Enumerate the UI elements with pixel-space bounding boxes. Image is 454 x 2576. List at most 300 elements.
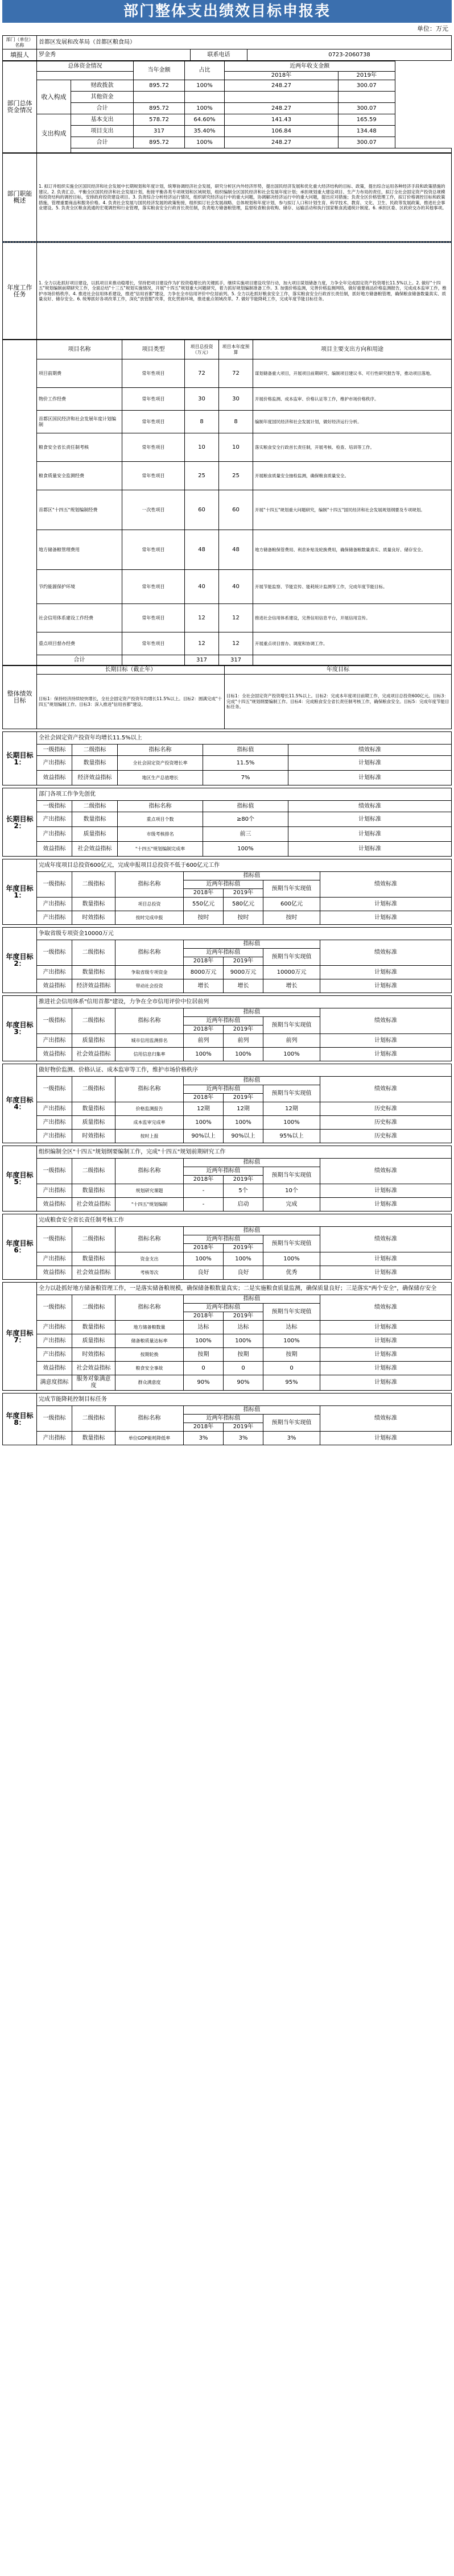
indicator-level2: 社会效益指标 [72, 1198, 115, 1211]
funds-row-amount: 895.72 [134, 137, 185, 148]
project-current: 60 [219, 490, 253, 530]
target-desc: 全力以赴抓好地方储备粮管理工作，一是落实储备粮规模，确保储备粮数量真实；二是实施粮食质量监测，确保质量良好；三是落实"两个安全"，确保储存安全 [37, 1283, 452, 1295]
indicator-y1: 90%以上 [184, 1130, 224, 1143]
project-name: 首都区国民经济和社会发展年度计划编制 [37, 411, 122, 433]
project-type: 常年性项目 [122, 632, 185, 655]
funds-recent-label: 近两年收支金额 [225, 61, 395, 72]
indicator-level2: 数量指标 [72, 966, 115, 979]
project-type: 常年性项目 [122, 359, 185, 388]
hdr-expect: 预期当年实现值 [263, 1085, 320, 1102]
project-name: 物价工作经费 [37, 388, 122, 411]
project-content: 开展"十四五"规划重大问题研究，编制"十四五"国民经济和社会发展规划纲要及专项规划。 [253, 490, 452, 530]
funds-row-name: 基本支出 [71, 114, 134, 126]
projects-total-label: 合计 [37, 655, 122, 665]
indicator-level1: 产出指标 [37, 966, 72, 979]
indicator-level2: 时效指标 [72, 911, 115, 925]
projects-h-type: 项目类型 [122, 340, 185, 359]
indicator-y1: 100% [184, 1252, 224, 1266]
funds-table [2, 61, 452, 153]
hdr-expect: 预期当年实现值 [263, 949, 320, 966]
indicator-y1: 按时 [184, 911, 224, 925]
indicator-value: 100% [263, 1048, 320, 1061]
indicator-standard: 计划标准 [320, 1348, 452, 1362]
duties-table [2, 153, 452, 242]
indicator-y1: 12期 [184, 1102, 224, 1116]
hdr-l2: 二级指标 [72, 801, 118, 812]
page-title: 部门整体支出绩效目标申报表 [2, 0, 452, 23]
indicator-value: 7% [203, 771, 288, 785]
hdr-val: 指标值 [184, 1008, 320, 1017]
project-name: 项目前期费 [37, 359, 122, 388]
indicator-level2: 数量指标 [72, 1184, 115, 1198]
indicator-y2: 良好 [224, 1266, 263, 1280]
funds-row-y1: 248.27 [225, 80, 339, 92]
overall-long-label: 长期目标（截止年） [37, 666, 225, 675]
indicator-standard: 计划标准 [288, 771, 452, 785]
header-table [2, 35, 452, 61]
indicator-name: 成本监审完成率 [115, 1116, 184, 1130]
hdr-l1: 一级指标 [37, 745, 72, 756]
target-desc: 全社会固定资产投资年均增长11.5%以上 [37, 732, 452, 745]
indicator-y2: 580亿元 [224, 898, 263, 911]
target-label: 年度目标3： [3, 996, 37, 1061]
hdr-expect: 预期当年实现值 [263, 1167, 320, 1184]
hdr-expect: 预期当年实现值 [263, 1235, 320, 1252]
project-name: 粮食质量安全监测经费 [37, 462, 122, 490]
indicator-level2: 经济效益指标 [72, 771, 118, 785]
hdr-recent: 近两年指标值 [184, 1167, 263, 1176]
hdr-l2: 二级指标 [72, 1008, 115, 1034]
overall-year-text: 目标1：全社会固定资产投资增长11.5%以上。目标2：完成本年度项目前期工作，完成项目总投资600亿元。目标3：完成"十四五"规划纲要编制工作。目标4：完成粮食安全省长责任制考核工作，确保粮食安全。目标5：完成年度节能目标任务。 [225, 675, 452, 729]
project-current: 30 [219, 388, 253, 411]
indicator-y1: 达标 [184, 1321, 224, 1334]
hdr-l3: 指标名称 [118, 745, 203, 756]
target-label: 年度目标7： [3, 1283, 37, 1391]
indicator-name: 考核等次 [115, 1266, 184, 1280]
dept-label: 部门（单位）名称 [3, 36, 37, 49]
project-type: 常年性项目 [122, 388, 185, 411]
funds-row-name: 其他资金 [71, 92, 134, 103]
hdr-val: 指标值 [184, 1406, 320, 1415]
project-name: 首都区"十四五"规划编制经费 [37, 490, 122, 530]
funds-row-y1: 106.84 [225, 126, 339, 137]
indicator-level1: 产出指标 [37, 812, 72, 827]
projects-h-content: 项目主要支出方向和用途 [253, 340, 452, 359]
hdr-l3: 指标名称 [115, 1008, 184, 1034]
target-label: 年度目标4： [3, 1064, 37, 1143]
hdr-recent: 近两年指标值 [184, 1085, 263, 1094]
hdr-y1: 2018年 [184, 1094, 224, 1102]
funds-row-y2: 300.07 [339, 103, 395, 114]
indicator-name: 地区生产总值增长 [118, 771, 203, 785]
funds-row-ratio: 100% [185, 103, 225, 114]
indicator-value: 100% [263, 1334, 320, 1348]
indicator-standard: 计划标准 [320, 1048, 452, 1061]
indicator-y2: 90% [224, 1375, 263, 1391]
indicator-standard: 计划标准 [320, 1362, 452, 1375]
funds-row-name: 合计 [71, 103, 134, 114]
hdr-l3: 指标名称 [115, 1159, 184, 1184]
hdr-std: 绩效标准 [288, 801, 452, 812]
project-current: 48 [219, 530, 253, 570]
indicator-value: 前列 [263, 1034, 320, 1048]
project-budget: 10 [185, 433, 219, 462]
indicator-y2: 增长 [224, 979, 263, 993]
project-name: 节约能源保护环境 [37, 570, 122, 604]
funds-row-ratio: 100% [185, 137, 225, 148]
funds-row-y2: 300.07 [339, 80, 395, 92]
indicator-value: 3% [263, 1432, 320, 1445]
hdr-y2: 2019年 [224, 1176, 263, 1184]
funds-row-amount: 895.72 [134, 80, 185, 92]
indicator-level2: 时效指标 [72, 1348, 115, 1362]
hdr-recent: 近两年指标值 [184, 1415, 263, 1423]
indicator-level1: 产出指标 [37, 1130, 72, 1143]
funds-section-label: 部门总体资金情况 [3, 61, 37, 153]
indicator-standard: 历史标准 [320, 1102, 452, 1116]
indicator-level1: 产出指标 [37, 1321, 72, 1334]
project-current: 12 [219, 604, 253, 632]
funds-row-y2 [339, 92, 395, 103]
funds-row-y2: 300.07 [339, 137, 395, 148]
indicator-level2: 社会效益指标 [72, 1362, 115, 1375]
indicator-y1: - [184, 1184, 224, 1198]
annual-target-block [2, 859, 452, 925]
indicator-level2: 质量指标 [72, 827, 118, 842]
projects-section-label [3, 340, 37, 665]
indicator-level2: 数量指标 [72, 1321, 115, 1334]
project-type: 常年性项目 [122, 433, 185, 462]
indicator-name: 单位GDP能耗降低率 [115, 1432, 184, 1445]
hdr-val: 指标值 [203, 801, 288, 812]
indicator-y1: 增长 [184, 979, 224, 993]
indicator-y2: 按期 [224, 1348, 263, 1362]
indicator-name: 项目总投资 [115, 898, 184, 911]
indicator-level2: 社会效益指标 [72, 1266, 115, 1280]
indicator-level1: 产出指标 [37, 1432, 72, 1445]
hdr-recent: 近两年指标值 [184, 949, 263, 957]
indicator-value: 95%以上 [263, 1130, 320, 1143]
indicator-level2: 数量指标 [72, 1432, 115, 1445]
indicator-level2: 质量指标 [72, 1334, 115, 1348]
target-label: 年度目标8： [3, 1394, 37, 1445]
hdr-l1: 一级指标 [37, 940, 72, 966]
project-type: 常年性项目 [122, 462, 185, 490]
project-current: 10 [219, 433, 253, 462]
funds-row-ratio [185, 92, 225, 103]
hdr-std: 绩效标准 [320, 1077, 452, 1102]
indicator-y2: 启动 [224, 1198, 263, 1211]
project-budget: 8 [185, 411, 219, 433]
project-budget: 40 [185, 570, 219, 604]
target-desc: 组织编制全区"十四五"规划纲要编制工作，完成"十四五"规划前期研究工作 [37, 1146, 452, 1159]
funds-row-y1: 141.43 [225, 114, 339, 126]
indicator-value: 600亿元 [263, 898, 320, 911]
indicator-level2: 质量指标 [72, 1034, 115, 1048]
funds-row-name: 项目支出 [71, 126, 134, 137]
indicator-y2: 12期 [224, 1102, 263, 1116]
indicator-value: 达标 [263, 1321, 320, 1334]
indicator-level1: 效益指标 [37, 1198, 72, 1211]
project-name: 重点项目督办经费 [37, 632, 122, 655]
indicator-value: 100% [263, 1116, 320, 1130]
project-budget: 30 [185, 388, 219, 411]
indicator-y2: 0 [224, 1362, 263, 1375]
indicator-value: 100% [263, 1252, 320, 1266]
hdr-l1: 一级指标 [37, 1159, 72, 1184]
hdr-y1: 2018年 [184, 957, 224, 966]
funds-year2: 2019年 [339, 72, 395, 80]
indicator-y1: 100% [184, 1334, 224, 1348]
annual-target-block [2, 927, 452, 993]
projects-h-current: 项目本年度预算 [219, 340, 253, 359]
funds-row-amount: 895.72 [134, 103, 185, 114]
indicator-level1: 效益指标 [37, 771, 72, 785]
hdr-l3: 指标名称 [115, 1077, 184, 1102]
indicator-level1: 产出指标 [37, 827, 72, 842]
indicator-level1: 产出指标 [37, 1116, 72, 1130]
project-type: 一次性项目 [122, 490, 185, 530]
project-content: 开展价格监测、成本监审、价格认证等工作，维护市场价格秩序。 [253, 388, 452, 411]
funds-row-y2: 165.59 [339, 114, 395, 126]
unit-label: 单位：万元 [417, 25, 448, 32]
hdr-l1: 一级指标 [37, 801, 72, 812]
indicator-y1: 550亿元 [184, 898, 224, 911]
indicator-name: 资金支出 [115, 1252, 184, 1266]
hdr-recent: 近两年指标值 [184, 880, 263, 889]
hdr-val: 指标值 [184, 1227, 320, 1235]
target-label: 长期目标1： [3, 732, 37, 785]
indicator-standard: 计划标准 [320, 1034, 452, 1048]
duties-text: 1. 拟订并组织实施全区国民经济和社会发展中长期规划和年度计划，统筹协调经济社会发展，研究分析区内外经济形势，提出国民经济发展和优化重大经济结构的目标、政策，提出综合运用各种经济手段和政策措施的建议。2. 负责汇总、平衡全区国民经济和社会发展计划，衔接平衡各类专项规划和区域规划，组织编制全区国民经济和社会发展年度计划；承担规划重大建设项目、生产力布局的责任，拟订全社会固定资产投资总规模和投资结构的调控目标，安排政府投资建设项目。3. 负责综合分析经济运行情况，组织研究经济运行中的重大问题，协调解决经济运行中的重大问题，提出应对措施；负责全区价格管理工作，拟订价格调控目标和政策措施，管理重要商品和服务价格。4. 负责社会发展与国民经济发展的政策衔接，组织拟订社会发展战略、总体规划和年度计划，参与拟订人口和计划生育、科学技术、教育、文化、卫生、民政等发展政策，推进社会事业建设。5. 负责全区粮食流通的宏观调控和行业管理，落实粮食安全行政首长责任制，负责地方储备粮管理，监督检查粮食收购、储存、运输活动和执行国家粮食流通统计制度。6. 承担区委、区政府交办的其他事项。 [37, 154, 452, 242]
hdr-l2: 二级指标 [72, 940, 115, 966]
hdr-expect: 预期当年实现值 [263, 880, 320, 898]
annual-target-block [2, 1214, 452, 1280]
indicator-value: 95% [263, 1375, 320, 1391]
target-desc: 部门各项工作争先创优 [37, 788, 452, 801]
indicator-name: 粮食安全事故 [115, 1362, 184, 1375]
indicator-standard: 计划标准 [320, 1321, 452, 1334]
hdr-y2: 2019年 [224, 1244, 263, 1252]
funds-year1: 2018年 [225, 72, 339, 80]
person-value: 罗金秀 [37, 49, 191, 61]
hdr-l1: 一级指标 [37, 872, 72, 898]
indicator-level1: 产出指标 [37, 1252, 72, 1266]
indicator-standard: 计划标准 [320, 911, 452, 925]
hdr-l3: 指标名称 [115, 872, 184, 898]
hdr-y1: 2018年 [184, 1312, 224, 1321]
hdr-l2: 二级指标 [72, 1077, 115, 1102]
indicator-value: 完成 [263, 1198, 320, 1211]
target-desc: 完成年度项目总投资600亿元，完成申报项目总投资不低于600亿元工作 [37, 859, 452, 872]
target-label: 年度目标5： [3, 1146, 37, 1211]
hdr-std: 绩效标准 [320, 1159, 452, 1184]
indicator-standard: 计划标准 [288, 812, 452, 827]
funds-row-name: 合计 [71, 137, 134, 148]
project-content: 开展节能监察、节能宣传、能耗统计监测等工作，完成年度节能目标。 [253, 570, 452, 604]
hdr-y2: 2019年 [224, 1026, 263, 1034]
indicator-y2: 100% [224, 1252, 263, 1266]
projects-total-budget: 317 [185, 655, 219, 665]
project-current: 12 [219, 632, 253, 655]
indicator-level1: 产出指标 [37, 1348, 72, 1362]
hdr-l2: 二级指标 [72, 872, 115, 898]
indicator-level1: 满意度指标 [37, 1375, 72, 1391]
indicator-standard: 计划标准 [320, 1252, 452, 1266]
indicator-y2: 3% [224, 1432, 263, 1445]
hdr-y2: 2019年 [224, 1423, 263, 1432]
hdr-recent: 近两年指标值 [184, 1235, 263, 1244]
indicator-y1: 90% [184, 1375, 224, 1391]
project-content: 推进社会信用体系建设，完善信用信息平台，开展信用宣传。 [253, 604, 452, 632]
indicator-standard: 计划标准 [320, 966, 452, 979]
hdr-val: 指标值 [184, 1159, 320, 1167]
indicator-y1: 100% [184, 1116, 224, 1130]
indicator-level1: 效益指标 [37, 1362, 72, 1375]
indicator-name: 市级考核排名 [118, 827, 203, 842]
funds-row-name: 财政拨款 [71, 80, 134, 92]
indicator-standard: 计划标准 [320, 1266, 452, 1280]
project-type: 常年性项目 [122, 530, 185, 570]
indicator-standard: 计划标准 [288, 827, 452, 842]
hdr-l3: 指标名称 [115, 1227, 184, 1252]
indicator-level1: 效益指标 [37, 979, 72, 993]
indicator-y2: 90%以上 [224, 1130, 263, 1143]
indicator-level1: 效益指标 [37, 1266, 72, 1280]
project-content: 开展粮食质量安全抽检监测，确保粮食质量安全。 [253, 462, 452, 490]
indicator-name: 按时完成申报 [115, 911, 184, 925]
dept-value: 首都区发展和改革局（首都区粮食局） [37, 36, 452, 49]
project-current: 25 [219, 462, 253, 490]
hdr-l1: 一级指标 [37, 1406, 72, 1432]
funds-row-y1: 248.27 [225, 137, 339, 148]
funds-row-amount: 317 [134, 126, 185, 137]
person-label: 填报人 [3, 49, 37, 61]
indicator-value: 增长 [263, 979, 320, 993]
phone-value: 0723-2060738 [247, 49, 452, 61]
indicator-name: "十四五"规划编制完成率 [118, 842, 203, 857]
project-content: 编制年度国民经济和社会发展计划，做好经济运行分析。 [253, 411, 452, 433]
indicator-level1: 效益指标 [37, 842, 72, 857]
hdr-val: 指标值 [184, 1295, 320, 1304]
projects-h-name: 项目名称 [37, 340, 122, 359]
indicator-y1: 100% [184, 1048, 224, 1061]
overall-label: 整体绩效目标 [3, 666, 37, 729]
funds-col-amount: 当年金额 [134, 61, 185, 80]
indicator-y1: 按期 [184, 1348, 224, 1362]
hdr-l3: 指标名称 [118, 801, 203, 812]
project-name: 社会信用体系建设工作经费 [37, 604, 122, 632]
annual-target-block [2, 1064, 452, 1143]
indicator-level2: 数量指标 [72, 898, 115, 911]
project-current: 8 [219, 411, 253, 433]
hdr-l3: 指标名称 [115, 940, 184, 966]
indicator-level2: 服务对象满意度 [72, 1375, 115, 1391]
indicator-standard: 计划标准 [320, 898, 452, 911]
indicator-standard: 计划标准 [288, 756, 452, 771]
indicator-y2: 100% [224, 1334, 263, 1348]
indicator-value: 10000万元 [263, 966, 320, 979]
indicator-level1: 效益指标 [37, 1048, 72, 1061]
project-type: 常年性项目 [122, 570, 185, 604]
indicator-value: 10个 [263, 1184, 320, 1198]
funds-col-total: 总体资金情况 [37, 61, 134, 72]
hdr-std: 绩效标准 [288, 745, 452, 756]
phone-label: 联系电话 [191, 49, 247, 61]
project-budget: 25 [185, 462, 219, 490]
annual-target-block [2, 1282, 452, 1391]
hdr-std: 绩效标准 [320, 1406, 452, 1432]
project-budget: 48 [185, 530, 219, 570]
indicator-standard: 计划标准 [288, 842, 452, 857]
hdr-std: 绩效标准 [320, 940, 452, 966]
indicator-value: 0 [263, 1362, 320, 1375]
target-desc: 争取省级专项资金10000万元 [37, 928, 452, 940]
indicator-value: 按时 [263, 911, 320, 925]
target-label: 长期目标2： [3, 788, 37, 857]
project-content: 落实粮食安全行政首长责任制，开展考核、检查、培训等工作。 [253, 433, 452, 462]
project-budget: 12 [185, 632, 219, 655]
hdr-std: 绩效标准 [320, 1295, 452, 1321]
long-term-target-block [2, 731, 452, 785]
project-content: 地方储备粮保管费用、利息补贴及轮换费用，确保储备粮数量真实、质量良好、储存安全。 [253, 530, 452, 570]
project-budget: 12 [185, 604, 219, 632]
hdr-val: 指标值 [184, 872, 320, 880]
indicator-value: 100% [203, 842, 288, 857]
target-desc: 推进社会信用体系"信用首都"建设，力争在全市信用评价中位居前列 [37, 996, 452, 1008]
funds-row-y2: 134.48 [339, 126, 395, 137]
hdr-val: 指标值 [184, 1077, 320, 1085]
funds-row-ratio: 35.40% [185, 126, 225, 137]
hdr-recent: 近两年指标值 [184, 1017, 263, 1026]
indicator-name: 城市信用监测排名 [115, 1034, 184, 1048]
indicator-level2: 数量指标 [72, 1102, 115, 1116]
project-name: 地方储备粮管理费用 [37, 530, 122, 570]
indicator-level1: 产出指标 [37, 1334, 72, 1348]
indicator-level2: 质量指标 [72, 1116, 115, 1130]
indicator-value: 按期 [263, 1348, 320, 1362]
annual-label: 年度工作任务 [3, 243, 37, 340]
annual-target-block [2, 995, 452, 1061]
hdr-l1: 一级指标 [37, 1008, 72, 1034]
indicator-name: 价格监测报告 [115, 1102, 184, 1116]
project-current: 40 [219, 570, 253, 604]
hdr-std: 绩效标准 [320, 1227, 452, 1252]
hdr-std: 绩效标准 [320, 872, 452, 898]
indicator-name: 规划研究课题 [115, 1184, 184, 1198]
project-budget: 72 [185, 359, 219, 388]
indicator-y1: 良好 [184, 1266, 224, 1280]
spend-label: 支出构成 [37, 114, 71, 153]
project-content: 开展重点项目督办、调度和协调工作。 [253, 632, 452, 655]
indicator-name: 全社会固定资产投资增长率 [118, 756, 203, 771]
project-type: 常年性项目 [122, 411, 185, 433]
hdr-expect: 预期当年实现值 [263, 1415, 320, 1432]
funds-row-amount [134, 92, 185, 103]
indicator-y2: 9000万元 [224, 966, 263, 979]
project-type: 常年性项目 [122, 604, 185, 632]
target-label: 年度目标1： [3, 859, 37, 925]
indicator-y2: 5个 [224, 1184, 263, 1198]
indicator-y2: 达标 [224, 1321, 263, 1334]
indicator-level2: 数量指标 [72, 812, 118, 827]
indicator-y2: 前列 [224, 1034, 263, 1048]
indicator-blocks [2, 731, 452, 1445]
indicator-standard: 计划标准 [320, 1375, 452, 1391]
indicator-y1: - [184, 1198, 224, 1211]
funds-row-amount: 578.72 [134, 114, 185, 126]
indicator-name: 储备粮质量达标率 [115, 1334, 184, 1348]
